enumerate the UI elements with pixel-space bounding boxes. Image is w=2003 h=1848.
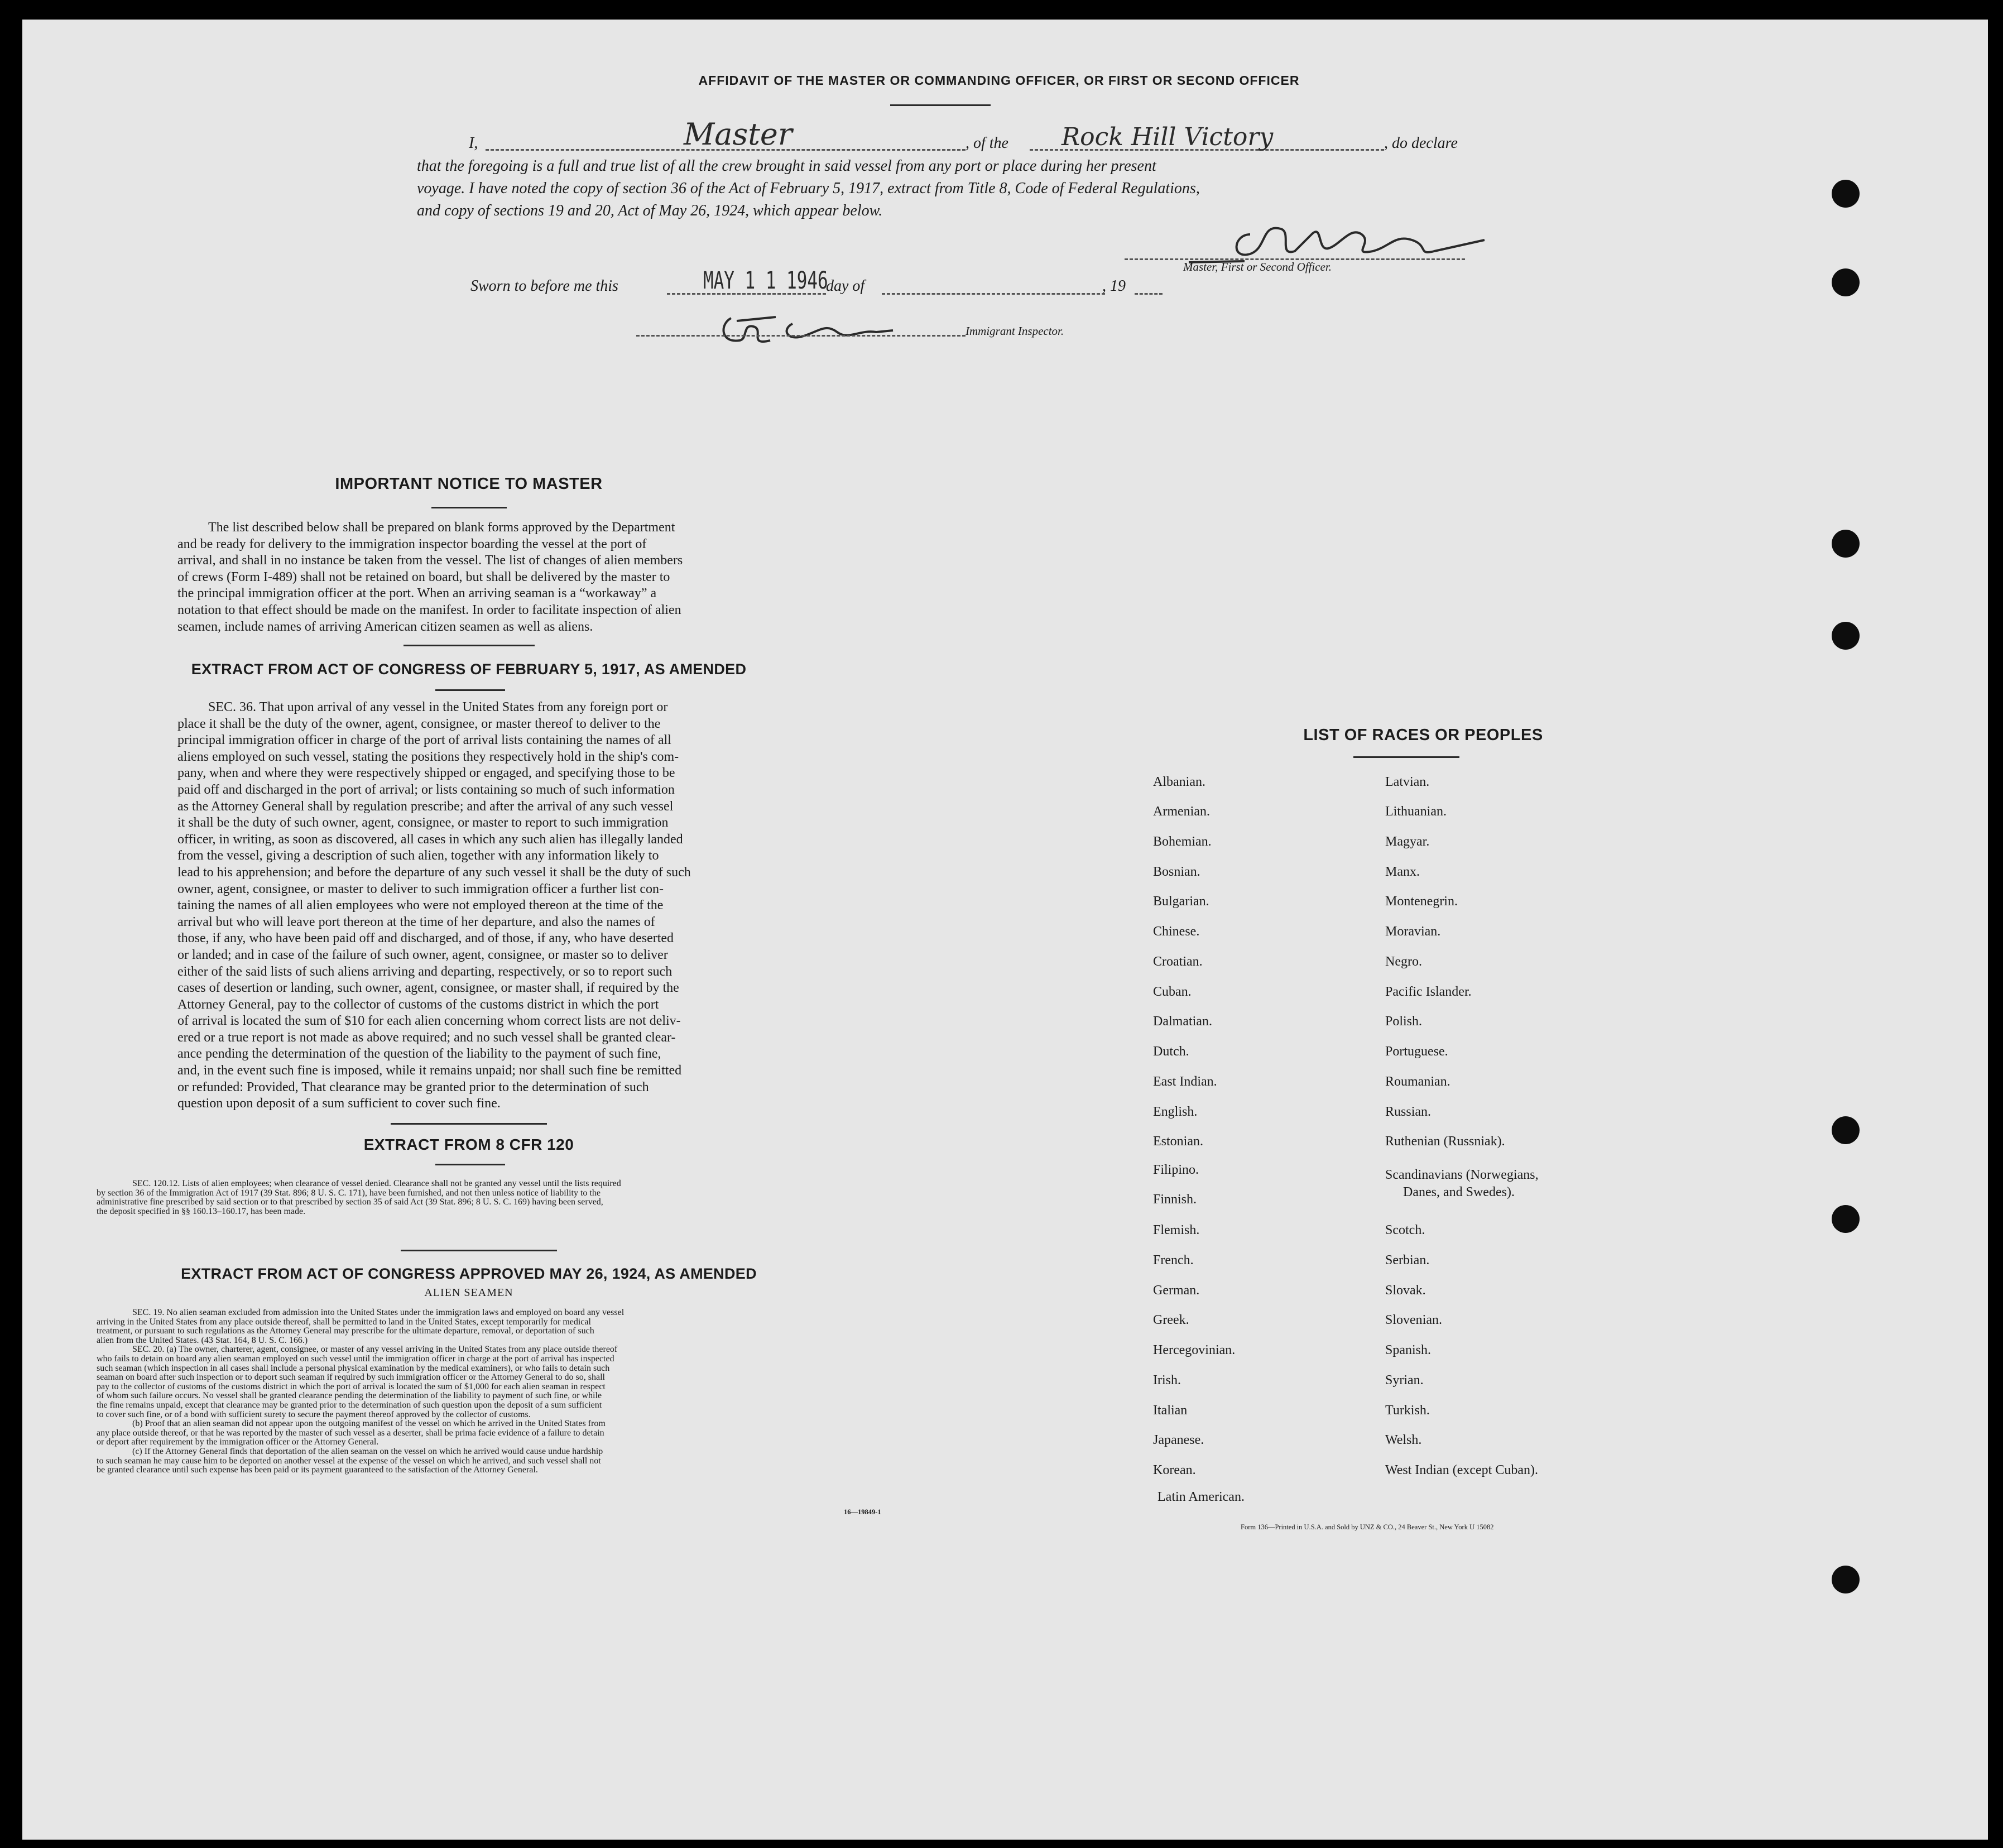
section-36-line: or refunded: Provided, That clearance may be granted prior to the determination of such xyxy=(177,1079,649,1095)
race-item: Serbian. xyxy=(1385,1253,1430,1268)
extract-1917-title: EXTRACT FROM ACT OF CONGRESS OF FEBRUARY 5, 1917, AS AMENDED xyxy=(191,661,747,678)
race-item: Pacific Islander. xyxy=(1385,985,1472,999)
section-120-12-line: the deposit specified in §§ 160.13–160.17, has been made. xyxy=(97,1206,306,1216)
sections-19-20-line: who fails to detain on board any alien seaman employed on such vessel until the immigration officer in charge at the port of arrival has inspected xyxy=(97,1353,614,1364)
alien-seamen-subtitle: ALIEN SEAMEN xyxy=(424,1287,513,1299)
race-item: Flemish. xyxy=(1153,1223,1200,1237)
race-item: Albanian. xyxy=(1153,775,1205,789)
extract-cfr-rule xyxy=(435,1164,505,1165)
sections-19-20-line: such seaman (which inspection in all cases shall include a personal physical examination by the medical examiners), or who fails to detain such xyxy=(97,1363,610,1373)
section-36-line: lead to his apprehension; and before the departure of any such vessel it shall be the duty of such xyxy=(177,865,691,880)
race-item: West Indian (except Cuban). xyxy=(1385,1463,1538,1477)
race-item: East Indian. xyxy=(1153,1074,1217,1089)
inspector-caption: Immigrant Inspector. xyxy=(966,324,1064,338)
section-36-line: ered or a true report is not made as above required; and no such vessel shall be granted clear- xyxy=(177,1030,676,1045)
section-divider xyxy=(401,1250,557,1251)
race-item: Slovenian. xyxy=(1385,1313,1442,1327)
race-item: Croatian. xyxy=(1153,954,1203,969)
section-36-line: paid off and discharged in the port of arrival; or lists containing so much of such information xyxy=(177,782,675,797)
notice-line: the principal immigration officer at the port. When an arriving seaman is a “workaway” a xyxy=(177,586,657,601)
section-divider xyxy=(404,645,535,646)
race-item: Bosnian. xyxy=(1153,865,1200,879)
affidavit-line4: and copy of sections 19 and 20, Act of May 26, 1924, which appear below. xyxy=(417,202,883,219)
sections-19-20-line: to such seaman he may cause him to be deported on another vessel at the expense of the vessel on which he arrived, and such vessel shall not xyxy=(97,1456,601,1466)
section-36-line: place it shall be the duty of the owner, agent, consignee, or master thereof to deliver to the xyxy=(177,716,661,731)
race-item: Portuguese. xyxy=(1385,1044,1448,1059)
section-120-12-line: SEC. 120.12. Lists of alien employees; when clearance of vessel denied. Clearance shall not be granted any vessel until the lists required xyxy=(132,1179,621,1188)
notice-title: IMPORTANT NOTICE TO MASTER xyxy=(335,475,603,493)
sections-19-20-line: the fine remains unpaid, except that clearance may be granted prior to the determination of such question upon the deposit of a sum sufficient xyxy=(97,1400,602,1410)
section-36-line: of arrival is located the sum of $10 for each alien concerning whom correct lists are not deliv- xyxy=(177,1014,681,1029)
section-36-line: either of the said lists of such aliens arriving and departing, respectively, or so to report such xyxy=(177,964,673,979)
notice-line: and be ready for delivery to the immigration inspector boarding the vessel at the port of xyxy=(177,536,647,551)
sections-19-20-line: treatment, or pursuant to such regulations as the Attorney General may prescribe for the ultimate departure, removal, or deportation of such xyxy=(97,1326,594,1336)
notice-line: The list described below shall be prepared on blank forms approved by the Department xyxy=(208,520,675,535)
affidavit-line1-mid: , of the xyxy=(966,135,1008,152)
punch-hole xyxy=(1832,180,1860,208)
race-item: Ruthenian (Russniak). xyxy=(1385,1134,1505,1149)
race-item: Spanish. xyxy=(1385,1343,1432,1357)
affidavit-title: AFFIDAVIT OF THE MASTER OR COMMANDING OFFICER, OR FIRST OR SECOND OFFICER xyxy=(698,73,1300,88)
notice-body xyxy=(177,520,826,635)
extract-1924-title: EXTRACT FROM ACT OF CONGRESS APPROVED MAY 26, 1924, AS AMENDED xyxy=(181,1265,757,1282)
punch-hole xyxy=(1832,1116,1860,1144)
section-36-line: cases of desertion or landing, such owner, agent, consignee, or master shall, if required by the xyxy=(177,981,679,996)
signature-caption: Master, First or Second Officer. xyxy=(1183,260,1332,273)
race-item: Scotch. xyxy=(1385,1223,1425,1237)
extract-cfr-title: EXTRACT FROM 8 CFR 120 xyxy=(363,1136,574,1153)
race-item: Bohemian. xyxy=(1153,834,1212,849)
section-36-line: principal immigration officer in charge of the port of arrival lists containing the names of all xyxy=(177,733,671,748)
race-item: Hercegovinian. xyxy=(1153,1343,1236,1357)
race-item: Latin American. xyxy=(1157,1490,1245,1504)
race-item: Dalmatian. xyxy=(1153,1014,1212,1029)
sections-19-20-line: seaman on board after such inspection or to deport such seaman if required by such immigration officer or the Attorney General to do so, shall xyxy=(97,1372,605,1383)
affidavit-line1-end: , do declare xyxy=(1384,135,1458,152)
section-36-line: SEC. 36. That upon arrival of any vessel in the United States from any foreign port or xyxy=(208,700,668,714)
sections-19-20-line: of whom such failure occurs. No vessel shall be granted clearance pending the determination of the liability to payment of such fine, or while xyxy=(97,1391,602,1401)
sections-19-20-line: be granted clearance until such expense has been paid or its payment guaranteed to the satisfaction of the Attorney General. xyxy=(97,1465,538,1475)
race-item: Latvian. xyxy=(1385,775,1430,789)
race-item: Syrian. xyxy=(1385,1373,1424,1388)
sections-19-20-line: SEC. 19. No alien seaman excluded from admission into the United States under the immigration laws and employed on board any vessel xyxy=(132,1308,625,1317)
section-120-12-line: administrative fine prescribed by said section or to that prescribed by section 35 of said Act (39 Stat. 896; 8 U. S. C. 169) having been served, xyxy=(97,1197,603,1207)
race-item: Irish. xyxy=(1153,1373,1181,1388)
race-item: Dutch. xyxy=(1153,1044,1189,1059)
punch-hole xyxy=(1832,1566,1860,1593)
race-item: Montenegrin. xyxy=(1385,894,1458,909)
race-item: Armenian. xyxy=(1153,804,1210,819)
race-item: English. xyxy=(1153,1105,1198,1119)
punch-hole xyxy=(1832,1205,1860,1233)
race-item: Scandinavians (Norwegians, xyxy=(1385,1168,1539,1182)
section-36-line: from the vessel, giving a description of such alien, together with any information likely to xyxy=(177,848,659,863)
punch-hole xyxy=(1832,622,1860,650)
section-36-line: as the Attorney General shall by regulation prescribe; and after the arrival of any such vessel xyxy=(177,799,674,814)
sworn-year-line xyxy=(1135,293,1163,295)
notice-line: arrival, and shall in no instance be taken from the vessel. The list of changes of alien members xyxy=(177,553,683,568)
race-item: Welsh. xyxy=(1385,1433,1422,1447)
race-item: Danes, and Swedes). xyxy=(1403,1185,1515,1199)
section-36-line: arrival but who will leave port thereon at the time of her departure, and also the names of xyxy=(177,914,655,929)
race-item: Roumanian. xyxy=(1385,1074,1450,1089)
section-36-line: owner, agent, consignee, or master to deliver to such immigration officer a further list con- xyxy=(177,881,664,896)
race-item: Manx. xyxy=(1385,865,1420,879)
form-code: 16—19849-1 xyxy=(844,1508,881,1516)
document-page xyxy=(22,20,1988,1840)
race-item: French. xyxy=(1153,1253,1194,1268)
sections-19-20-line: any place outside thereof, or that he was reported by the master of such vessel as a deserter, shall be prima facie evidence of a failure to detain xyxy=(97,1428,604,1438)
affidavit-line3: voyage. I have noted the copy of section 36 of the Act of February 5, 1917, extract from Title 8, Code of Federal Regulations, xyxy=(417,180,1200,197)
race-item: Italian xyxy=(1153,1403,1188,1418)
sections-19-20-line: alien from the United States. (43 Stat. 164, 8 U. S. C. 166.) xyxy=(97,1335,308,1345)
section-36-line: ance pending the determination of the question of the liability to the payment of such fine, xyxy=(177,1047,661,1062)
date-stamp: MAY 1 1 1946 xyxy=(703,267,828,295)
sections-19-20-body xyxy=(97,1308,915,1475)
race-item: Finnish. xyxy=(1153,1192,1197,1207)
sworn-day-of: day of xyxy=(826,277,865,295)
affidavit-title-rule xyxy=(890,104,991,106)
section-36-line: question upon deposit of a sum sufficient to cover such fine. xyxy=(177,1096,501,1111)
sections-19-20-line: pay to the collector of customs of the customs district in which the port of arrival is located the sum of $1,000 for each alien seaman in respect xyxy=(97,1381,606,1391)
affidavit-line2: that the foregoing is a full and true list of all the crew brought in said vessel from any port or place during her present xyxy=(417,157,1156,175)
races-title-rule xyxy=(1353,756,1459,758)
race-item: Polish. xyxy=(1385,1014,1423,1029)
affidavit-line1-start: I, xyxy=(469,135,478,152)
race-item: Greek. xyxy=(1153,1313,1189,1327)
section-36-line: it shall be the duty of such owner, agent, consignee, or master to report to such immigration xyxy=(177,815,669,831)
section-36-line: or landed; and in case of the failure of such owner, agent, consignee, or master so to deliver xyxy=(177,947,668,962)
race-item: Russian. xyxy=(1385,1105,1432,1119)
notice-line: notation to that effect should be made on the manifest. In order to facilitate inspection of alien xyxy=(177,602,681,617)
race-item: Chinese. xyxy=(1153,924,1200,939)
sections-19-20-line: (c) If the Attorney General finds that deportation of the alien seaman on the vessel on which he arrived would cause undue hardship xyxy=(132,1446,603,1456)
sworn-month-line xyxy=(882,293,1105,295)
race-item: Negro. xyxy=(1385,954,1422,969)
notice-title-rule xyxy=(431,507,507,508)
printer-footer: Form 136—Printed in U.S.A. and Sold by UNZ & CO., 24 Beaver St., New York U 15082 xyxy=(1241,1523,1494,1531)
races-title: LIST OF RACES OR PEOPLES xyxy=(1303,726,1543,744)
punch-hole xyxy=(1832,530,1860,558)
section-36-line: and, in the event such fine is imposed, while it remains unpaid; nor shall such fine be remitted xyxy=(177,1063,682,1078)
section-36-line: those, if any, who have been paid off and discharged, and of those, if any, who have deserted xyxy=(177,931,674,946)
section-120-12-line: by section 36 of the Immigration Act of 1917 (39 Stat. 896; 8 U. S. C. 171), have been furnished, and not then unless notice of liability to the xyxy=(97,1188,601,1198)
race-item: Magyar. xyxy=(1385,834,1430,849)
race-item: Turkish. xyxy=(1385,1403,1430,1418)
punch-hole xyxy=(1832,268,1860,296)
section-36-body xyxy=(177,699,826,1112)
sections-19-20-line: or deport after requirement by the immigration officer or the Attorney General. xyxy=(97,1437,379,1447)
race-item: Filipino. xyxy=(1153,1163,1199,1177)
sworn-year: , 19 xyxy=(1102,277,1126,295)
notice-line: of crews (Form I-489) shall not be retained on board, but shall be delivered by the master to xyxy=(177,569,670,584)
section-36-line: pany, when and where they were respectively shipped or engaged, and specifying those to be xyxy=(177,766,675,781)
race-item: Lithuanian. xyxy=(1385,804,1447,819)
race-item: Estonian. xyxy=(1153,1134,1203,1149)
handwritten-rank: Master xyxy=(684,117,792,152)
race-item: Bulgarian. xyxy=(1153,894,1209,909)
sworn-prefix: Sworn to before me this xyxy=(470,277,618,295)
race-item: Slovak. xyxy=(1385,1283,1426,1298)
race-item: Japanese. xyxy=(1153,1433,1204,1447)
section-36-line: taining the names of all alien employees who were not employed thereon at the time of the xyxy=(177,898,664,913)
sections-19-20-line: arriving in the United States from any place outside thereof, shall be permitted to land in the United States, except temporarily for medical xyxy=(97,1317,591,1327)
sections-19-20-line: (b) Proof that an alien seaman did not appear upon the outgoing manifest of the vessel on which he arrived in the United States from xyxy=(132,1419,606,1429)
race-item: German. xyxy=(1153,1283,1200,1298)
inspector-line xyxy=(636,335,966,337)
section-36-line: Attorney General, pay to the collector of customs of the customs district in which the port xyxy=(177,997,659,1012)
sections-19-20-line: to cover such fine, or of a bond with sufficient surety to secure the payment thereof approved by the collector of customs. xyxy=(97,1409,531,1419)
section-36-line: officer, in writing, as soon as discovered, all cases in which any such alien has illegally landed xyxy=(177,832,683,847)
race-item: Cuban. xyxy=(1153,985,1192,999)
race-item: Korean. xyxy=(1153,1463,1196,1477)
handwritten-vessel: Rock Hill Victory xyxy=(1061,123,1274,151)
sections-19-20-line: SEC. 20. (a) The owner, charterer, agent, consignee, or master of any vessel arriving in the United States from any place outside thereof xyxy=(132,1345,618,1355)
notice-line: seamen, include names of arriving American citizen seamen as well as aliens. xyxy=(177,619,593,634)
inspector-signature xyxy=(714,301,904,352)
section-36-line: aliens employed on such vessel, stating the positions they respectively hold in the ship's com- xyxy=(177,749,679,764)
extract-1917-rule xyxy=(435,689,505,691)
race-item: Moravian. xyxy=(1385,924,1441,939)
section-120-12-body xyxy=(97,1179,915,1216)
section-divider xyxy=(391,1123,547,1125)
